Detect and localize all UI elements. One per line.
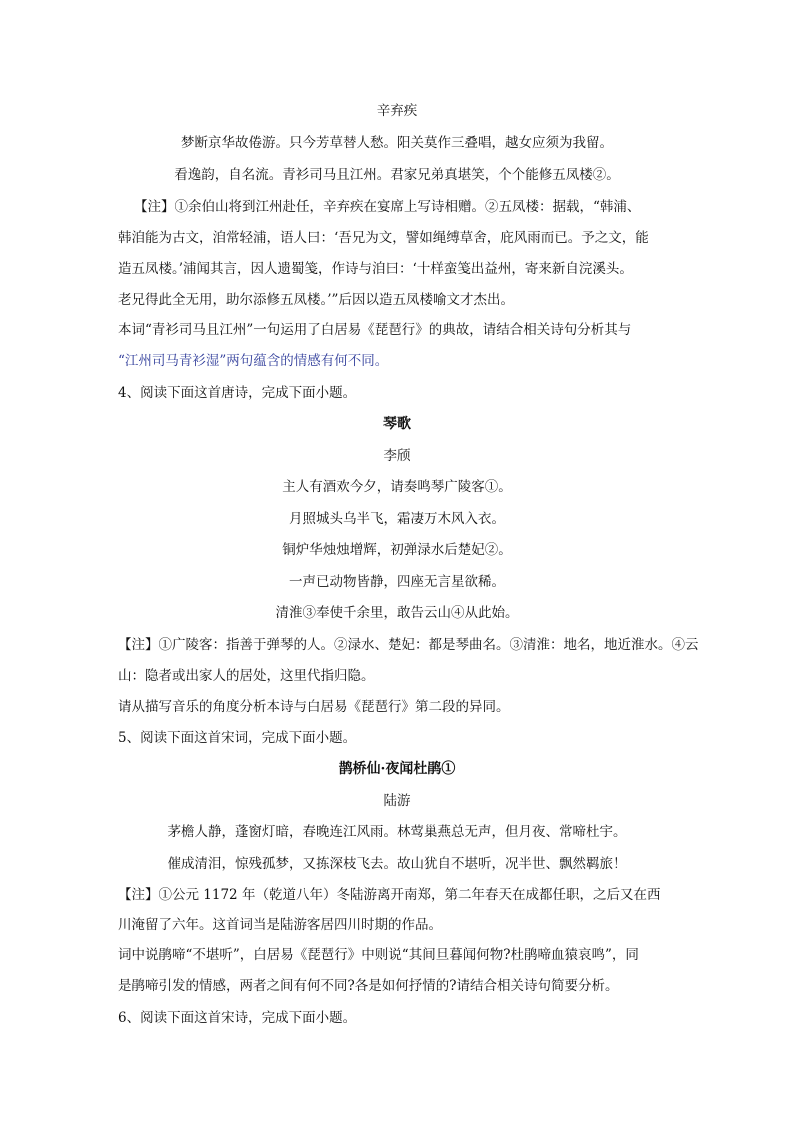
q4-note-1: 【注】①广陵客：指善于弹琴的人。②渌水、楚妃：都是琴曲名。③清淮：地名，地近淮水。④云 <box>118 637 699 653</box>
poem3-note-4: 老兄得此全无用，助尔添修五凤楼。’”后因以造五凤楼喻文才杰出。 <box>118 292 514 308</box>
poem3-line-2: 看逸韵，自名流。青衫司马且江州。君家兄弟真堪笑，个个能修五凤楼②。 <box>174 167 620 183</box>
q4-question: 请从描写音乐的角度分析本诗与白居易《琵琶行》第二段的异同。 <box>118 699 510 715</box>
q4-poem-line-3: 铜炉华烛烛增辉，初弹渌水后楚妃②。 <box>282 542 512 558</box>
q5-poem-line-1: 茅檐人静，蓬窗灯暗，春晚连江风雨。林莺巢燕总无声，但月夜、常啼杜宇。 <box>167 824 627 840</box>
q5-poem-line-2: 催成清泪，惊残孤梦，又拣深枝飞去。故山犹自不堪听，况半世、飘然羁旅！ <box>167 856 627 872</box>
poem3-author: 辛弃疾 <box>376 103 418 119</box>
q5-note-2: 川淹留了六年。这首词当是陆游客居四川时期的作品。 <box>118 917 442 933</box>
q5-heading: 5、阅读下面这首宋词，完成下面小题。 <box>118 730 357 746</box>
poem3-question-1: 本词“青衫司马且江州”一句运用了白居易《琵琶行》的典故，请结合相关诗句分析其与 <box>118 322 632 338</box>
q4-poem-line-4: 一声已动物皆静，四座无言星欲稀。 <box>289 574 505 590</box>
q5-poem-author: 陆游 <box>383 793 411 809</box>
q5-question-2: 是鹃啼引发的情感，两者之间有何不同?各是如何抒情的?请结合相关诗句简要分析。 <box>118 978 619 994</box>
q4-poem-author: 李颀 <box>383 448 411 464</box>
q4-poem-line-2: 月照城头乌半飞，霜凄万木风入衣。 <box>289 511 505 527</box>
q5-poem-title: 鹊桥仙·夜闻杜鹃① <box>338 761 456 777</box>
q4-heading: 4、阅读下面这首唐诗，完成下面小题。 <box>118 385 357 401</box>
poem3-question-2: “江州司马青衫湿”两句蕴含的情感有何不同。 <box>118 353 389 369</box>
q4-note-2: 山：隐者或出家人的居处，这里代指归隐。 <box>118 668 375 684</box>
poem3-line-1: 梦断京华故倦游。只今芳草替人愁。阳关莫作三叠唱，越女应须为我留。 <box>181 135 613 151</box>
q4-poem-line-5: 清淮③奉使千余里，敢告云山④从此始。 <box>275 605 519 621</box>
q6-heading: 6、阅读下面这首宋诗，完成下面小题。 <box>118 1010 357 1026</box>
poem3-note-2: 韩洎能为古文，洎常轻浦，语人曰：‘吾兄为文，譬如绳缚草舍，庇风雨而已。予之文，能 <box>118 230 649 246</box>
q5-note-1: 【注】①公元 1172 年（乾道八年）冬陆游离开南郑，第二年春天在成都任职，之后又在西 <box>118 887 661 903</box>
q4-poem-title: 琴歌 <box>383 416 411 432</box>
q5-question-1: 词中说鹃啼“不堪听”，白居易《琵琶行》中则说“其间旦暮闻何物?杜鹃啼血猿哀鸣”，同 <box>118 947 639 963</box>
poem3-note-3: 造五凤楼。’浦闻其言，因人遗蜀笺，作诗与洎曰：‘十样蛮笺出益州，寄来新自浣溪头。 <box>118 261 633 277</box>
poem3-note-1: 【注】①余伯山将到江州赴任，辛弃疾在宴席上写诗相赠。②五凤楼：据载，“韩浦、 <box>134 199 641 215</box>
q4-poem-line-1: 主人有酒欢今夕，请奏鸣琴广陵客①。 <box>282 479 512 495</box>
